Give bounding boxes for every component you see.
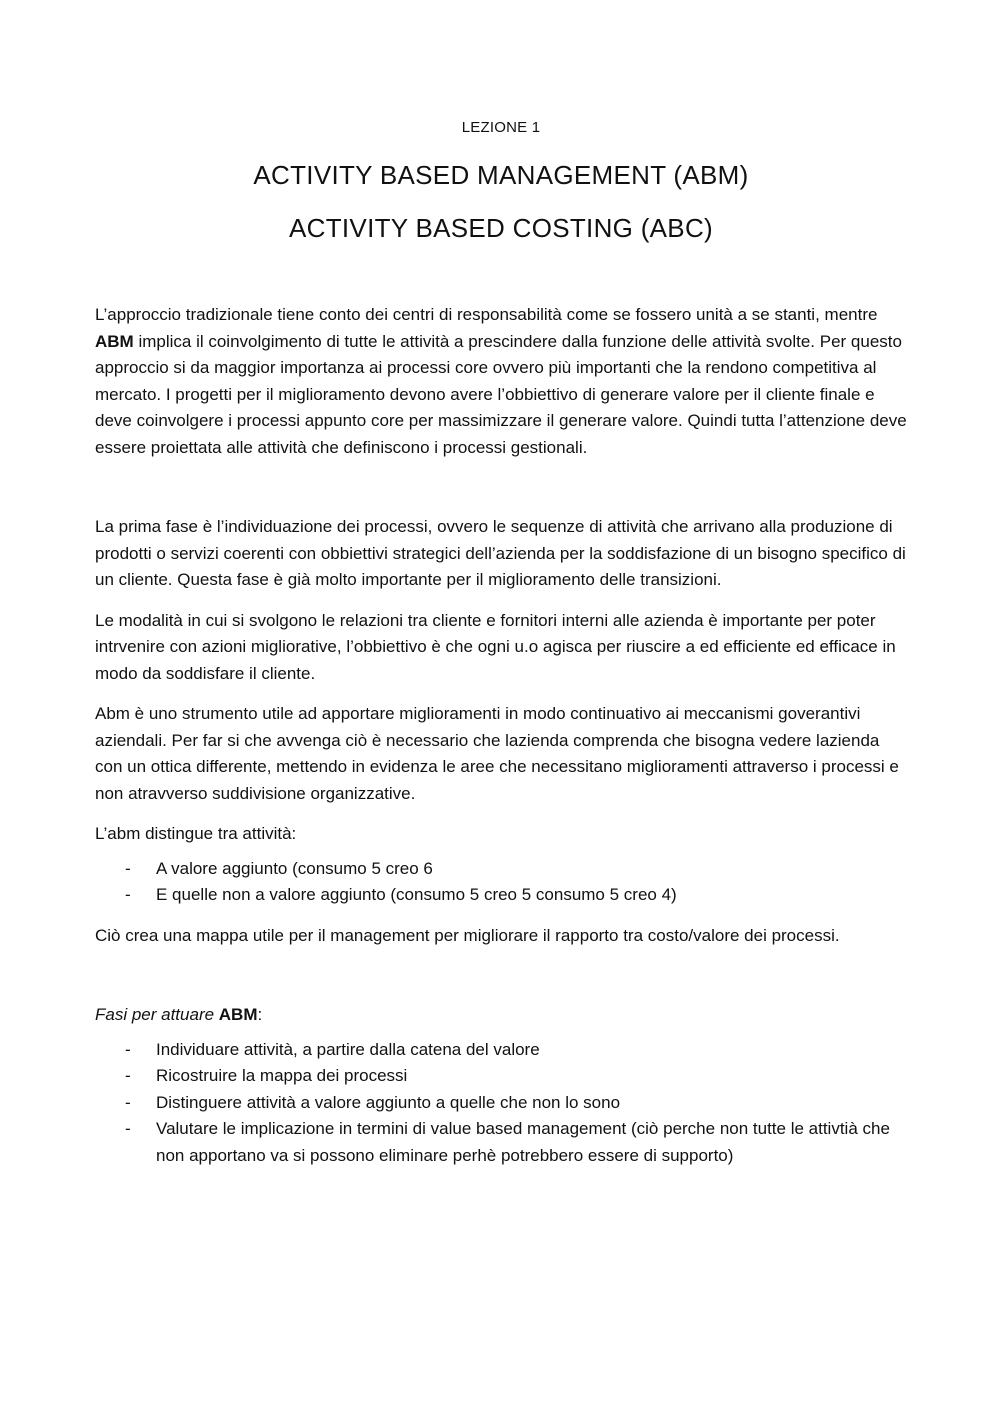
- list-phases: [95, 1037, 907, 1170]
- list-item-text: E quelle non a valore aggiunto (consumo 5 creo 5 consumo 5 creo 4): [156, 885, 677, 904]
- paragraph-first-phase: La prima fase è l’individuazione dei processi, ovvero le sequenze di attività che arrivano alla produzione di prodotti o servizi coerenti con obbiettivi strategici dell’azienda per la soddisfazione di un bisogno specifico di un cliente. Questa fase è già molto importante per il miglioramento delle transizioni.: [95, 517, 906, 589]
- phases-heading-bold: ABM: [218, 1005, 258, 1024]
- phases-heading: [95, 1002, 907, 1029]
- lesson-label: LEZIONE 1: [461, 119, 541, 136]
- dash-marker: -: [125, 1119, 131, 1138]
- list-activity-types: [95, 856, 907, 909]
- abm-bold: ABM: [95, 331, 134, 351]
- list-item: [95, 1116, 907, 1169]
- list-item-text: Distinguere attività a valore aggiunto a quelle che non lo sono: [156, 1092, 621, 1112]
- paragraph-intro-part2: implica il coinvolgimento di tutte le attività a prescindere dalla funzione delle attività svolte. Per questo approccio si da maggior importanza ai processi core ovvero più importanti che la rendono competitiva al mercato. I progetti per il miglioramento devono avere l’obbiettivo di generare valore per il cliente finale e deve coinvolgere i processi appunto core per massimizzare il generare valore. Quindi tutta l’attenzione deve essere proiettata alle attività che definiscono i processi gestionali.: [95, 331, 907, 457]
- phases-heading-colon: :: [257, 1005, 263, 1024]
- paragraph-abm-tool: Abm è uno strumento utile ad apportare miglioramenti in modo continuativo ai meccanismi goverantivi aziendali. Per far si che avvenga ciò è necessario che lazienda comprenda che bisogna vedere lazienda con un ottica differente, mettendo in evidenza le aree che necessitano miglioramenti attraverso i processi e non atravverso suddivisione organizzative.: [95, 704, 899, 803]
- dash-marker: -: [125, 1066, 131, 1085]
- dash-marker: -: [125, 858, 131, 878]
- list-item-text: A valore aggiunto (consumo 5 creo 6: [156, 858, 433, 878]
- list-item: [95, 1037, 907, 1064]
- dash-marker: -: [125, 1092, 131, 1112]
- list-item: [95, 1090, 907, 1117]
- list-item-text: Individuare attività, a partire dalla catena del valore: [156, 1039, 540, 1059]
- dash-marker: -: [125, 1039, 131, 1059]
- list-item: [95, 882, 907, 909]
- dash-marker: -: [125, 885, 131, 904]
- paragraph-map: Ciò crea una mappa utile per il management per migliorare il rapporto tra costo/valore dei processi.: [95, 925, 840, 945]
- paragraph-intro: [95, 302, 907, 461]
- paragraph-intro-part1: L’approccio tradizionale tiene conto dei centri di responsabilità come se fossero unità a se stanti, mentre: [95, 305, 878, 324]
- title-abc: ACTIVITY BASED COSTING (ABC): [289, 213, 713, 243]
- list-item: [95, 1063, 907, 1090]
- paragraph-abm-distinguishes: L’abm distingue tra attività:: [95, 824, 297, 843]
- list-item-text: Valutare le implicazione in termini di value based management (ciò perche non tutte le attivtià che non apportano va si possono eliminare perhè potrebbero essere di supporto): [156, 1119, 890, 1165]
- document-body: [95, 302, 907, 1169]
- list-item: [95, 856, 907, 883]
- paragraph-relations: Le modalità in cui si svolgono le relazioni tra cliente e fornitori interni alle azienda è importante per poter intrvenire con azioni migliorative, l’obbiettivo è che ogni u.o agisca per riuscire a ed efficiente ed efficace in modo da soddisfare il cliente.: [95, 610, 896, 683]
- list-item-text: Ricostruire la mappa dei processi: [156, 1066, 408, 1085]
- title-abm: ACTIVITY BASED MANAGEMENT (ABM): [253, 160, 749, 190]
- phases-heading-italic: Fasi per attuare: [95, 1005, 219, 1024]
